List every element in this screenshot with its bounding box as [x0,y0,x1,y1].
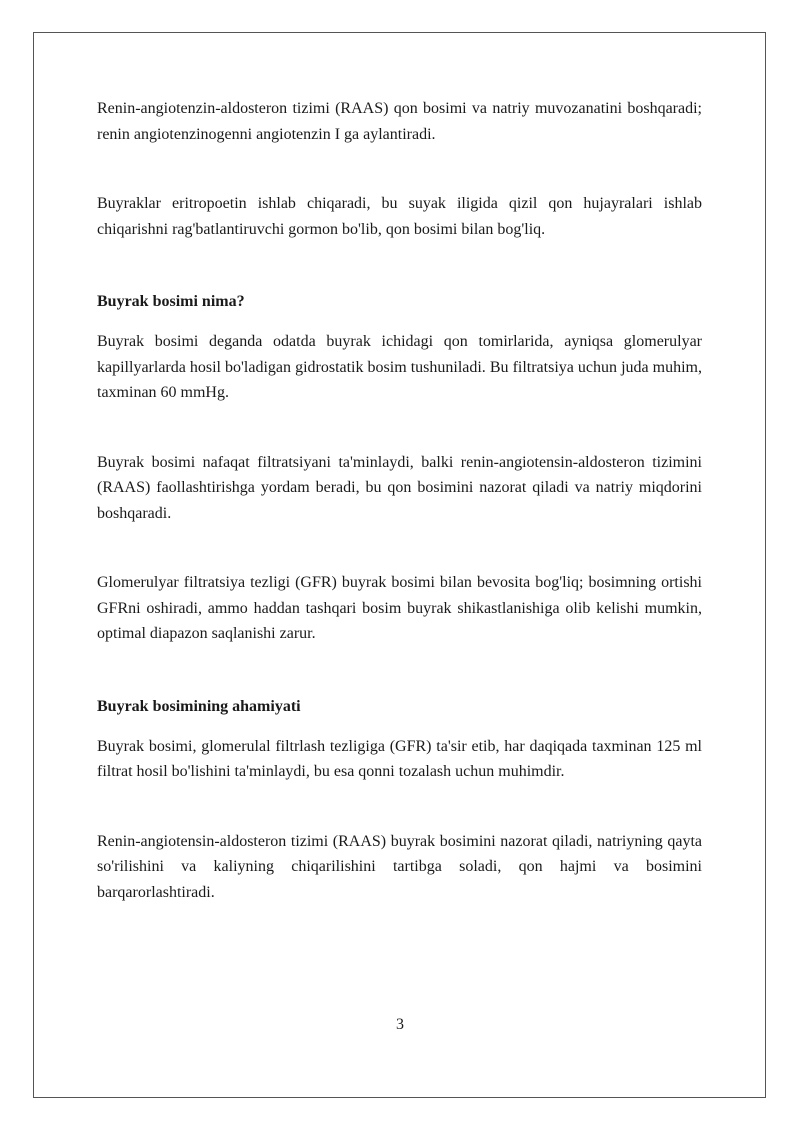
document-body [97,96,702,905]
heading-buyrak-bosimi-nima: Buyrak bosimi nima? [97,293,245,310]
paragraph-gfr: Glomerulyar filtratsiya tezligi (GFR) buyrak bosimi bilan bevosita bog'liq; bosimning ortishi GFRni oshiradi, ammo haddan tashqari bosim buyrak shikastlanishiga olib kelishi mumkin, optimal diapazon saqlanishi zarur. [97,574,702,642]
heading-ahamiyati: Buyrak bosimining ahamiyati [97,697,301,715]
page-number: 3 [396,1016,404,1033]
paragraph-definition: Buyrak bosimi deganda odatda buyrak ichidagi qon tomirlarida, ayniqsa glomerulyar kapillyarlarda hosil bo'ladigan gidrostatik bosim tushuniladi. Bu filtratsiya uchun juda muhim, taxminan 60 mmHg. [97,333,702,401]
paragraph-erythropoietin: Buyraklar eritropoetin ishlab chiqaradi, bu suyak iligida qizil qon hujayralari ishlab chiqarishni rag'batlantiruvchi gormon bo'lib, qon bosimi bilan bog'liq. [97,195,702,238]
paragraph-filtration-raas: Buyrak bosimi nafaqat filtratsiyani ta'minlaydi, balki renin-angiotensin-aldosteron tizimini (RAAS) faollashtirishga yordam beradi, bu qon bosimini nazorat qiladi va natriy miqdorini boshqaradi. [97,453,702,522]
paragraph-raas-intro: Renin-angiotenzin-aldosteron tizimi (RAAS) qon bosimi va natriy muvozanatini boshqaradi; renin angiotenzinogenni angiotenzin I ga aylantiradi. [97,100,702,143]
paragraph-raas-control: Renin-angiotensin-aldosteron tizimi (RAAS) buyrak bosimini nazorat qiladi, natriyning qayta so'rilishini va kaliyning chiqarilishini tartibga soladi, qon hajmi va bosimini barqarorlashtiradi. [97,832,702,901]
paragraph-gfr-125ml: Buyrak bosimi, glomerulal filtrlash tezligiga (GFR) ta'sir etib, har daqiqada taxminan 125 ml filtrat hosil bo'lishini ta'minlaydi, bu esa qonni tozalash uchun muhimdir. [97,737,702,780]
